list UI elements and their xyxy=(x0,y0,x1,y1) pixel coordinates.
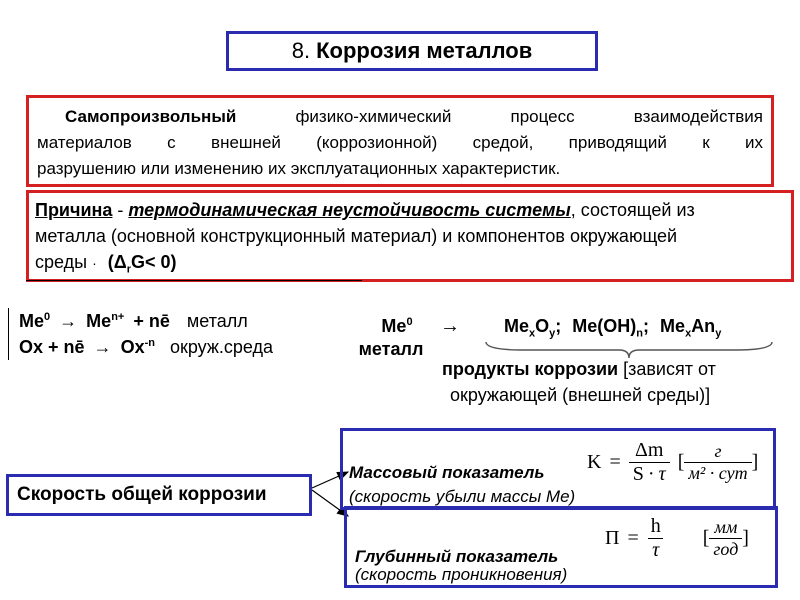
cause-dot: · xyxy=(92,255,97,271)
definition-line-2: материалов с внешней (коррозионной) средой, приводящий к их xyxy=(37,133,763,152)
title-text: Коррозия металлов xyxy=(316,38,533,63)
reduction-equation: Ox + nē → $Ox^{-n}$ окруж.среда xyxy=(19,337,274,357)
depth-index-box xyxy=(344,506,778,588)
gibbs-condition: $(\Delta_rG< 0)$ xyxy=(107,252,177,276)
definition-line-3: разрушению или изменению их эксплуатационных характеристик. xyxy=(37,159,561,178)
product-formulas: $Me_xO_y$; $Me(OH)_n$; $Me_xAn_y$ xyxy=(504,316,722,340)
cause-line-1 xyxy=(35,197,783,223)
product-metal: Me$^0$ металл xyxy=(358,316,424,359)
product-arrow: → xyxy=(440,315,460,337)
mass-formula: K = $\frac{\Delta m}{S \cdot \tau}$ [ $\frac{г}{\text{м² · сут}}$ ] xyxy=(587,439,759,485)
cause-underline xyxy=(26,280,362,281)
speed-box xyxy=(6,474,312,516)
depth-formula: П = $\frac{h}{\tau}$ [ $\frac{мм}{\text{год}}$ ] xyxy=(605,515,749,561)
oxidation-equation: $Me^0 \to Me^{n+}$ + nē металл xyxy=(19,311,248,331)
half-reactions xyxy=(8,308,349,360)
cause-dash: - xyxy=(112,200,129,220)
metal-label: металл xyxy=(186,311,248,331)
slide-title xyxy=(226,31,598,71)
cause-label: Причина xyxy=(35,200,113,220)
depth-title: Глубинный показатель xyxy=(355,547,559,566)
definition-rest: физико-химический процесс взаимодействия xyxy=(295,107,763,126)
title-number: 8. xyxy=(291,38,311,63)
product-caption: продукты коррозии [зависят от окружающей (внешней среды)] xyxy=(442,359,716,405)
cause-line-2: металла (основной конструкционный материал) и компонентов окружающей xyxy=(35,226,678,246)
cause-line-3-text: среды xyxy=(35,252,88,272)
cause-emphasis: термодинамическая неустойчивость системы xyxy=(128,200,571,220)
depth-subtitle: (скорость проникновения) xyxy=(355,565,568,584)
definition-lead: Самопроизвольный xyxy=(65,107,237,126)
mass-subtitle: (скорость убыли массы Me) xyxy=(349,487,576,506)
cause-box xyxy=(26,190,794,282)
speed-label: Скорость общей коррозии xyxy=(17,484,267,505)
cause-line-3 xyxy=(35,249,783,276)
definition-box xyxy=(26,95,774,187)
cause-rest: , состоящей из xyxy=(570,200,695,220)
environment-label: окруж.среда xyxy=(169,337,274,357)
mass-index-box xyxy=(340,428,776,510)
mass-title: Массовый показатель xyxy=(349,463,545,482)
definition-line-1 xyxy=(37,104,763,130)
